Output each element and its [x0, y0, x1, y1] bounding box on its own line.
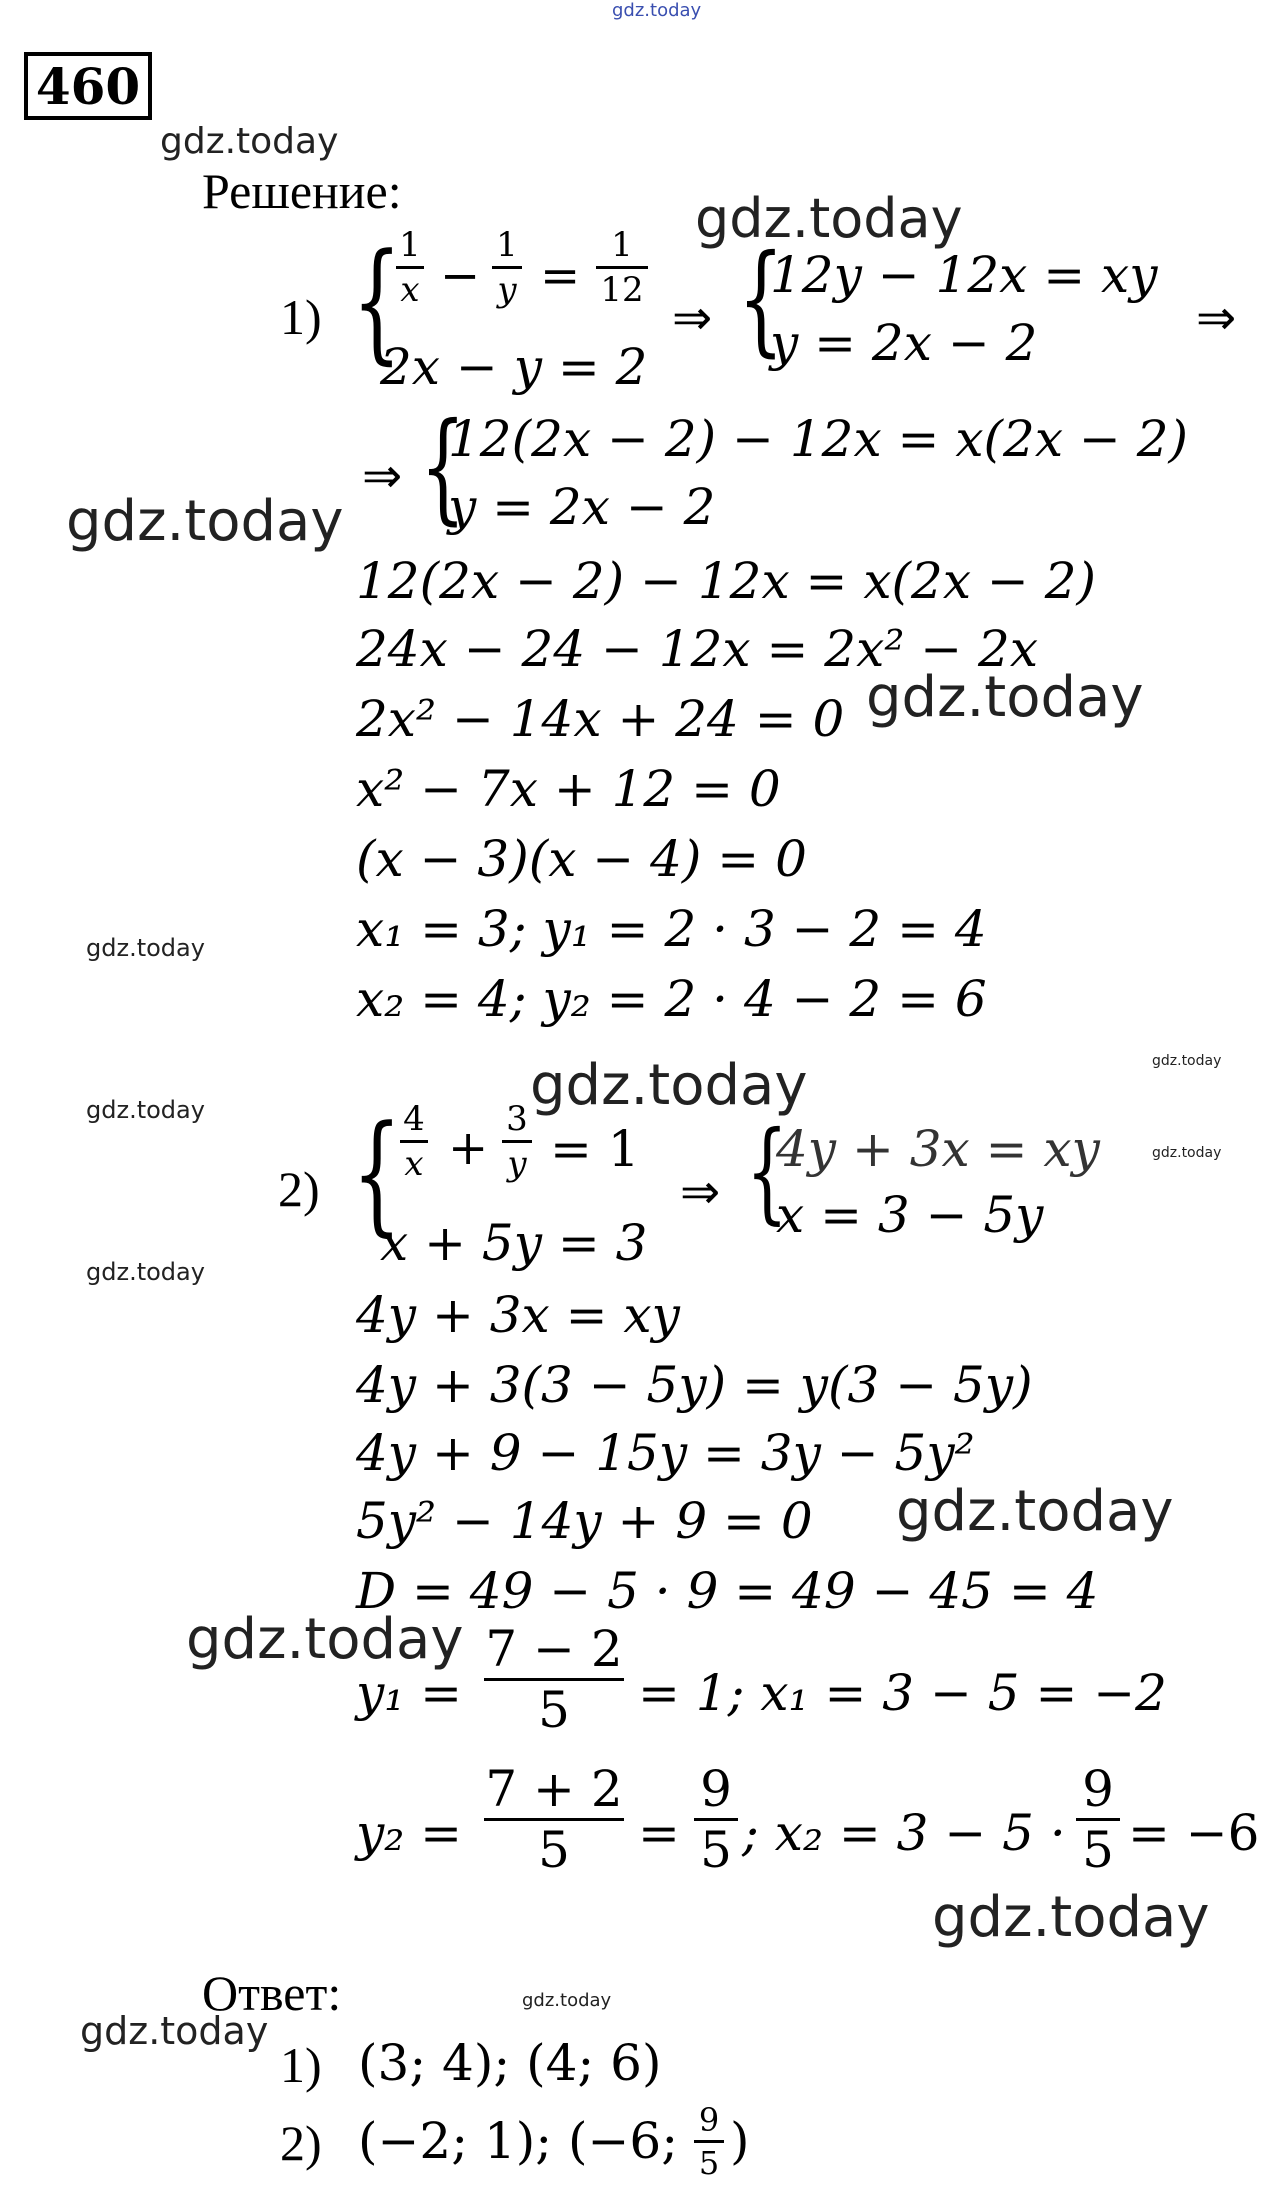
root-y2-lhs: y₂ =	[356, 1804, 463, 1862]
watermark: gdz.today	[186, 1607, 464, 1672]
step-line: 2x² − 14x + 24 = 0	[356, 690, 845, 748]
implies-arrow: ⇒	[1196, 290, 1237, 346]
equals-sign: =	[540, 248, 581, 304]
watermark: gdz.today	[932, 1885, 1210, 1950]
fraction: 9 5	[694, 1764, 738, 1875]
watermark: gdz.today	[896, 1479, 1174, 1544]
root-y1-rhs: = 1; x₁ = 3 − 5 = −2	[638, 1664, 1167, 1722]
fraction: 9 5	[1076, 1764, 1120, 1875]
step-line: 4y + 3(3 − 5y) = y(3 − 5y)	[356, 1356, 1033, 1414]
watermark: gdz.today	[86, 934, 205, 962]
fraction: 1 y	[492, 228, 522, 307]
equation: 12(2x − 2) − 12x = x(2x − 2)	[448, 410, 1189, 468]
implies-arrow: ⇒	[362, 448, 403, 504]
watermark: gdz.today	[1152, 1145, 1222, 1161]
equation: x = 3 − 5y	[776, 1186, 1044, 1244]
step-line: 4y + 3x = xy	[356, 1286, 680, 1344]
equation: 4y + 3x = xy	[776, 1120, 1100, 1178]
root-y1-lhs: y₁ =	[356, 1664, 463, 1722]
watermark: gdz.today	[695, 187, 963, 250]
watermark: gdz.today	[612, 0, 702, 21]
part2-label: 2)	[278, 1161, 320, 1217]
closing-paren: )	[730, 2112, 750, 2170]
system-brace: {	[746, 1107, 788, 1235]
step-line: 5y² − 14y + 9 = 0	[356, 1492, 813, 1550]
answer-1: (3; 4); (4; 6)	[358, 2034, 662, 2092]
equals-one: = 1	[550, 1120, 640, 1178]
equation: x + 5y = 3	[380, 1214, 648, 1272]
step-line: x₂ = 4; y₂ = 2 · 4 − 2 = 6	[356, 970, 987, 1028]
system-brace: {	[352, 1097, 402, 1249]
watermark: gdz.today	[80, 2009, 269, 2053]
step-line: (x − 3)(x − 4) = 0	[356, 830, 807, 888]
step-line: D = 49 − 5 · 9 = 49 − 45 = 4	[356, 1562, 1099, 1620]
implies-arrow: ⇒	[680, 1164, 721, 1220]
watermark: gdz.today	[160, 121, 339, 162]
equals-sign: =	[638, 1804, 680, 1862]
watermark: gdz.today	[522, 1990, 612, 2011]
watermark: gdz.today	[1152, 1053, 1222, 1069]
answer-1-label: 1)	[280, 2037, 322, 2093]
equation: 12y − 12x = xy	[770, 246, 1158, 304]
solution-heading: Решение:	[202, 163, 402, 219]
equation: y = 2x − 2	[448, 478, 716, 536]
watermark: gdz.today	[866, 665, 1144, 730]
fraction: 3 y	[502, 1102, 532, 1181]
answer-2-label: 2)	[280, 2115, 322, 2171]
fraction: 1 12	[596, 228, 648, 307]
system-brace: {	[420, 398, 466, 537]
watermark: gdz.today	[86, 1258, 205, 1286]
watermark: gdz.today	[66, 489, 344, 554]
equation: y = 2x − 2	[770, 314, 1038, 372]
step-line: 12(2x − 2) − 12x = x(2x − 2)	[356, 552, 1097, 610]
fraction: 1 x	[396, 228, 424, 307]
equation: 2x − y = 2	[380, 338, 648, 396]
minus-sign: −	[440, 248, 481, 304]
fraction: 7 + 2 5	[485, 1760, 623, 1879]
problem-number: 460	[24, 52, 152, 120]
part1-label: 1)	[280, 289, 322, 345]
watermark: gdz.today	[86, 1096, 205, 1124]
step-line: x₁ = 3; y₁ = 2 · 3 − 2 = 4	[356, 900, 987, 958]
plus-sign: +	[448, 1120, 489, 1176]
root-x2-value: = −6	[1128, 1804, 1260, 1862]
answer-heading: Ответ:	[202, 1965, 342, 2021]
implies-arrow: ⇒	[672, 290, 713, 346]
system-brace: {	[352, 225, 402, 377]
fraction: 7 − 2 5	[485, 1620, 623, 1739]
root-x2-expression: ; x₂ = 3 − 5 ·	[742, 1804, 1066, 1862]
watermark: gdz.today	[530, 1053, 808, 1118]
answer-2: (−2; 1); (−6;	[358, 2112, 679, 2170]
system-brace: {	[738, 230, 784, 369]
step-line: 4y + 9 − 15y = 3y − 5y²	[356, 1424, 975, 1482]
fraction: 4 x	[400, 1102, 428, 1181]
fraction: 9 5	[694, 2104, 724, 2179]
step-line: x² − 7x + 12 = 0	[356, 760, 781, 818]
step-line: 24x − 24 − 12x = 2x² − 2x	[356, 620, 1039, 678]
